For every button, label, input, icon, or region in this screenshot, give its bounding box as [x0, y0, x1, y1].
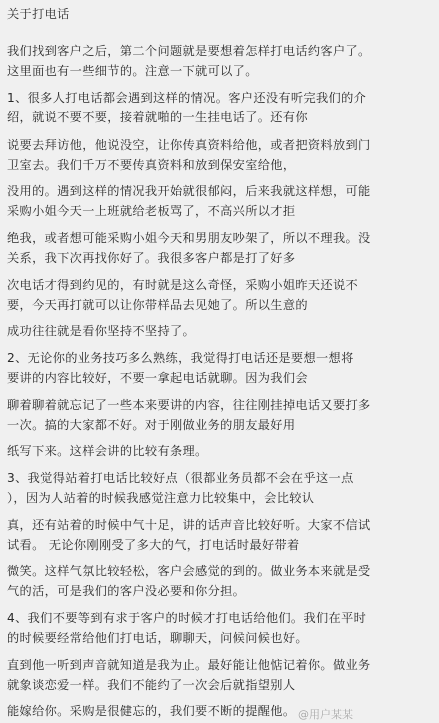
- article-line: 3、我觉得站着打电话比较好点（很都业务员都不会在乎这一点: [7, 471, 354, 485]
- article-line: 微笑。这样气氛比较轻松，客户会感觉的到的。做业务本来就是受: [7, 564, 371, 578]
- article-line: 关系，我下次再找你好了。我很多客户都是打了好多: [7, 251, 296, 265]
- article-line: 聊着聊着就忘记了一些本来要讲的内容，往往刚挂掉电话又要打多: [7, 398, 371, 412]
- article-title: 关于打电话: [7, 7, 70, 21]
- article-line: ），因为人站着的时候我感觉注意力比较集中，会比较认: [7, 491, 315, 505]
- article-line: 这里面也有一些细节的。注意一下就可以了。: [7, 64, 258, 78]
- article-line: 成功往往就是看你坚持不坚持了。: [7, 324, 196, 338]
- article-line: 次电话才得到约见的，有时就是这么奇怪，采购小姐昨天还说不: [7, 278, 359, 292]
- article-line: 纸写下来。这样会讲的比较有条理。: [7, 444, 208, 458]
- article-line: 就象谈恋爱一样。我们不能约了一次会后就指望别人: [7, 678, 296, 692]
- article-line: 没用的。遇到这样的情况我开始就很郁闷，后来我就这样想，可能: [7, 184, 371, 198]
- article-line: 1、很多人打电话都会遇到这样的情况。客户还没有听完我们的介: [7, 91, 367, 105]
- article-line: 真，还有站着的时候中气十足，讲的话声音比较好听。大家不信试: [7, 518, 371, 532]
- article-line: 要，今天再打就可以让你带样品去见她了。所以生意的: [7, 298, 308, 312]
- article-line: 卫室去。我们千万不要传真资料和放到保安室给他，: [7, 158, 296, 172]
- article-line: 说要去拜访他，他说没空，让你传真资料给他，或者把资料放到门: [7, 138, 371, 152]
- article-line: 要讲的内容比较好，不要一拿起电话就聊。因为我们会: [7, 371, 308, 385]
- article-line: 直到他一听到声音就知道是我为止。最好能让他惦记着你。做业务: [7, 658, 371, 672]
- article-line: 4、我们不要等到有求于客户的时候才打电话给他们。我们在平时: [7, 611, 367, 625]
- article-line: 绍，就说不要不要，接着就啪的一生挂电话了。还有你: [7, 110, 308, 124]
- article-line: 试看。 无论你刚刚受了多大的气，打电话时最好带着: [7, 538, 300, 552]
- article-line: 我们找到客户之后，第二个问题就是要想着怎样打电话约客户了。: [7, 44, 371, 58]
- article-line: 采购小姐今天一上班就给老板骂了，不高兴所以才拒: [7, 204, 296, 218]
- article-line: 2、无论你的业务技巧多么熟练，我觉得打电话还是要想一想将: [7, 351, 354, 365]
- article-line: 气的活，可是我们的客户没必要和你分担。: [7, 584, 246, 598]
- article-line: 绝我，或者想可能采购小姐今天和男朋友吵架了，所以不理我。没: [7, 231, 371, 245]
- article-line: 的时候要经常给他们打电话，聊聊天，问候问候也好。: [7, 631, 308, 645]
- article-line: 一次。搞的大家都不好。对于刚做业务的朋友最好用: [7, 418, 296, 432]
- article-line: 能嫁给你。采购是很健忘的，我们要不断的提醒他。: [7, 704, 296, 718]
- watermark: @用户某某: [298, 708, 353, 721]
